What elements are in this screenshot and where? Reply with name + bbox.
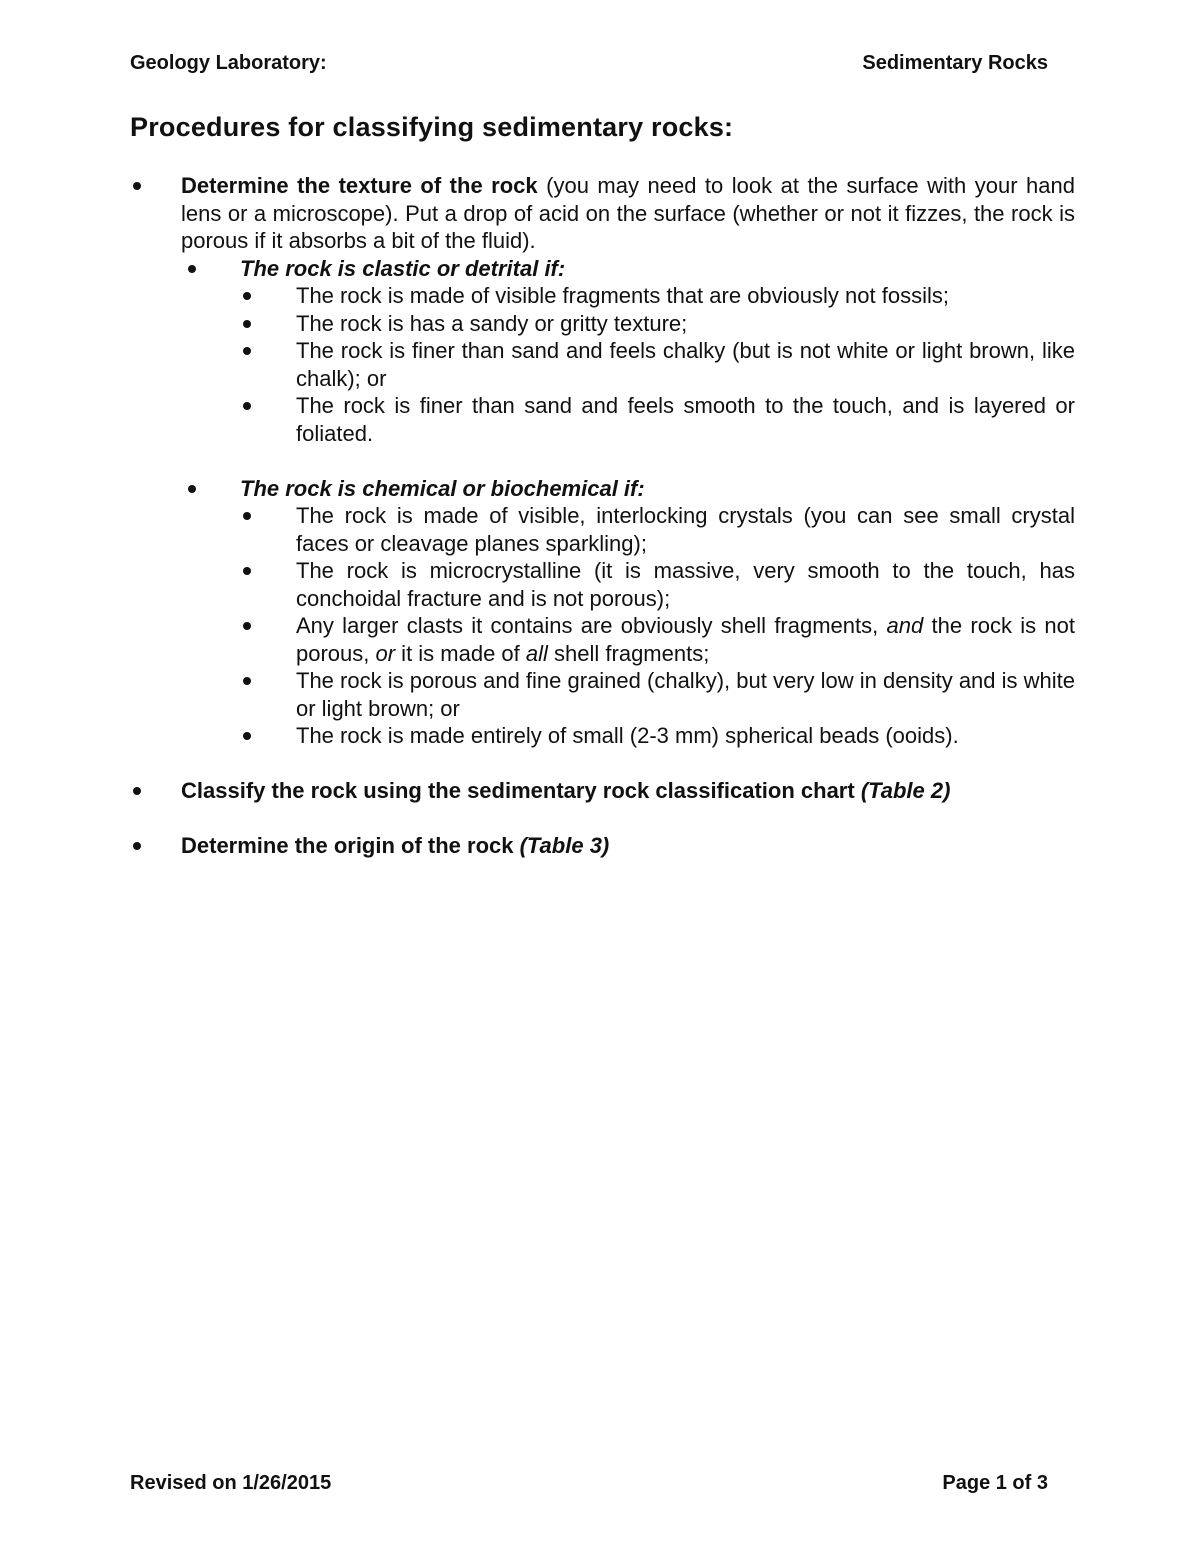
step-classify xyxy=(130,777,1075,805)
procedure-list xyxy=(130,172,1075,860)
step-origin-text: Determine the origin of the rock xyxy=(181,833,520,858)
step-determine-texture xyxy=(130,172,1075,255)
item3-part1: Any larger clasts it contains are obviously shell fragments, xyxy=(296,613,887,638)
step-classify-text: Classify the rock using the sedimentary rock classification chart xyxy=(181,778,861,803)
header-course: Geology Laboratory: xyxy=(130,52,327,74)
list-item: The rock is made of visible fragments that are obviously not fossils; xyxy=(130,282,1075,310)
step-origin xyxy=(130,832,1075,860)
list-item: The rock is made of visible, interlocking crystals (you can see small crystal faces or cleavage planes sparkling); xyxy=(130,502,1075,557)
item3-part3: it is made of xyxy=(395,640,526,666)
spacer xyxy=(130,750,1075,778)
list-item: The rock is microcrystalline (it is massive, very smooth to the touch, has conchoidal fracture and is not porous); xyxy=(130,557,1075,612)
clastic-heading-text: The rock is clastic or detrital if: xyxy=(240,255,566,281)
page-header xyxy=(130,52,1048,75)
spacer xyxy=(130,447,1075,475)
page-title: Procedures for classifying sedimentary rocks: xyxy=(130,112,734,142)
spacer xyxy=(130,805,1075,833)
list-item: The rock is made entirely of small (2-3 mm) spherical beads (ooids). xyxy=(130,722,1075,750)
chemical-heading xyxy=(130,475,1075,503)
list-item: The rock is porous and fine grained (chalky), but very low in density and is white or light brown; or xyxy=(130,667,1075,722)
list-item: The rock is has a sandy or gritty texture; xyxy=(130,310,1075,338)
page-number: Page 1 of 3 xyxy=(942,1472,1048,1494)
list-item: The rock is finer than sand and feels chalky (but is not white or light brown, like chalk); or xyxy=(130,337,1075,392)
chemical-heading-text: The rock is chemical or biochemical if: xyxy=(240,475,645,501)
header-topic: Sedimentary Rocks xyxy=(862,52,1048,74)
step-texture-label: Determine the texture of the rock xyxy=(181,173,538,198)
item3-all: all xyxy=(525,640,548,666)
item3-part4: shell fragments; xyxy=(547,640,710,666)
page-footer xyxy=(130,1472,1048,1495)
step-classify-ref: (Table 2) xyxy=(860,778,951,803)
list-item xyxy=(130,612,1075,667)
revision-date: Revised on 1/26/2015 xyxy=(130,1472,332,1494)
list-item: The rock is finer than sand and feels smooth to the touch, and is layered or foliated. xyxy=(130,392,1075,447)
item3-part2: the rock is not porous, xyxy=(296,613,1075,666)
step-origin-ref: (Table 3) xyxy=(519,833,610,858)
clastic-heading xyxy=(130,255,1075,283)
item3-or: or xyxy=(375,640,396,666)
step-texture-text: (you may need to look at the surface with your hand lens or a microscope). Put a drop of acid on the surface (whether or not it fizzes, the rock is porous if it absorbs a bit of the fluid). xyxy=(181,173,1076,253)
item3-and: and xyxy=(886,613,924,638)
